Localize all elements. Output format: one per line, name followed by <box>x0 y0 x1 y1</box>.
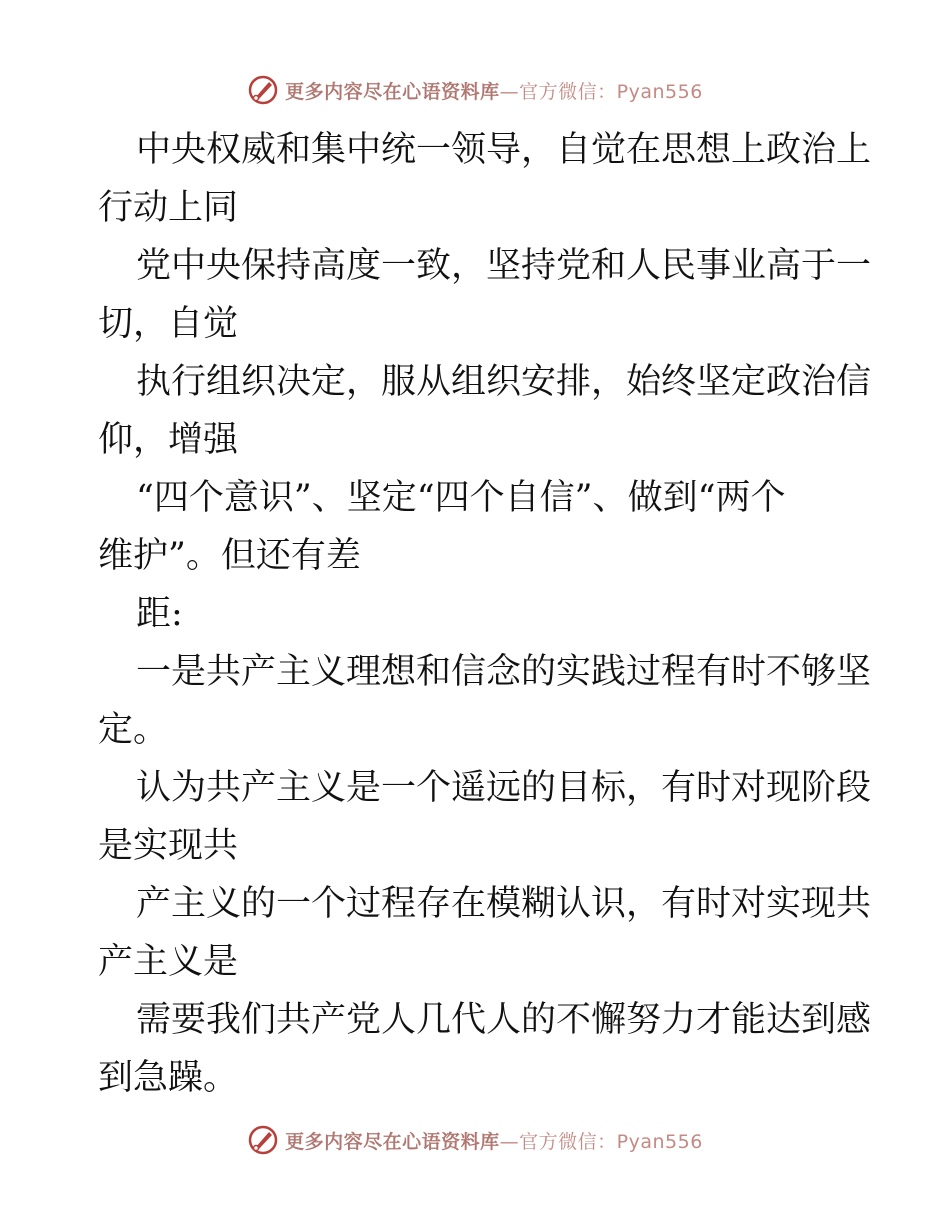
text-line: 是实现共 <box>98 826 239 866</box>
text-line: “四个意识”、坚定“四个自信”、做到“两个 <box>136 478 786 518</box>
text-line: 需要我们共产党人几代人的不懈努力才能达到感 <box>136 1000 872 1040</box>
text-line: 中央权威和集中统一领导，自觉在思想上政治上 <box>136 130 872 170</box>
document-body <box>98 121 872 1107</box>
text-line: 距: <box>136 594 183 634</box>
text-line: 切，自觉 <box>98 304 239 344</box>
text-line: 产主义是 <box>98 942 239 982</box>
brush-pen-logo-icon <box>247 74 279 106</box>
header-watermark-banner <box>0 70 950 110</box>
text-line: 认为共产主义是一个遥远的目标，有时对现阶段 <box>136 768 872 808</box>
text-line: 仰，增强 <box>98 420 239 460</box>
text-line: 执行组织决定，服从组织安排，始终坚定政治信 <box>136 362 872 402</box>
header-site-text: 更多内容尽在心语资料库 <box>285 80 500 103</box>
footer-dash: — <box>499 1130 520 1153</box>
text-line: 行动上同 <box>98 188 239 228</box>
header-wechat-text: 官方微信：Pyan556 <box>519 80 703 103</box>
brush-pen-logo-icon <box>247 1124 279 1156</box>
text-line: 到急躁。 <box>98 1058 239 1098</box>
footer-watermark-banner <box>0 1120 950 1160</box>
footer-site-text: 更多内容尽在心语资料库 <box>285 1130 500 1153</box>
text-line: 产主义的一个过程存在模糊认识，有时对实现共 <box>136 884 872 924</box>
text-line: 定。 <box>98 710 169 750</box>
text-line: 维护”。但还有差 <box>98 536 361 576</box>
header-dash: — <box>499 80 520 103</box>
footer-wechat-text: 官方微信：Pyan556 <box>519 1130 703 1153</box>
text-line: 党中央保持高度一致，坚持党和人民事业高于一 <box>136 246 872 286</box>
text-line: 一是共产主义理想和信念的实践过程有时不够坚 <box>136 652 872 692</box>
